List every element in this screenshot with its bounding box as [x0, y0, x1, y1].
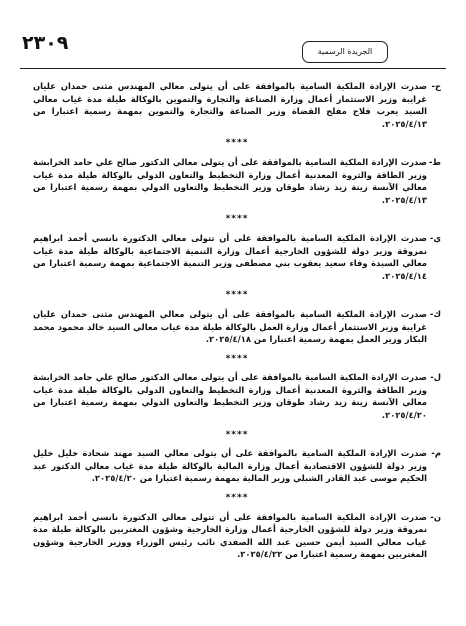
decree-item — [33, 511, 441, 561]
decree-text: صدرت الإرادة الملكية السامية بالموافقة على أن يتولى معالي السيد مهند شحادة خليل خليل وزير دولة للشؤون الاقتصادية أعمال وزارة المالية بالوكالة طيلة مدة غياب معالي الدكتور عبد الحكيم موسى عبد القادر الشبلي وزير المالية بمهمة رسمية اعتبارا من ٢٠٢٥/٤/٢٠. — [33, 448, 427, 484]
decree-text: صدرت الإرادة الملكية السامية بالموافقة على أن يتولى معالي المهندس مثنى حمدان عليان غرايبة وزير الاستثمار أعمال وزارة الصناعة والتجارة والتموين بالوكالة طيلة مدة غياب معالي السيد يعرب فلاح مفلح القضاة وزير الصناعة والتجارة والتموين بمهمة رسمية اعتبارا من ٢٠٢٥/٤/١٣. — [33, 81, 427, 129]
header-rule — [20, 68, 446, 69]
separator: **** — [225, 290, 249, 301]
decree-letter: ي- — [429, 232, 441, 243]
decree-item — [33, 447, 441, 485]
decree-letter: ح- — [431, 81, 441, 91]
decree-item — [33, 156, 441, 206]
decree-text: صدرت الإرادة الملكية السامية بالموافقة على أن يتولى معالي المهندس مثنى حمدان عليان غرايبة وزير الاستثمار أعمال وزارة العمل بالوكالة طيلة مدة غياب معالي السيد خالد محمود محمد البكار وزير العمل بمهمة رسمية اعتبارا من ٢٠٢٥/٤/١٨. — [33, 308, 427, 345]
decree-text: صدرت الإرادة الملكية السامية بالموافقة على أن تتولى معالي الدكتورة نانسي أحمد ابراهيم نمروقة وزير دولة للشؤون الخارجية أعمال وزارة الخارجية وشؤون المغتربين بالوكالة طيلة مدة غياب معالي السيد أيمن حسين عبد الله الصفدي نائب رئيس الوزراء ووزير الخارجية وشؤون المغتربين بمهمة رسمية اعتبارا من ٢٠٢٥/٤/٢٢. — [33, 511, 427, 560]
decree-text: صدرت الإرادة الملكية السامية بالموافقة على أن يتولى معالي الدكتور صالح علي حامد الخرابشة وزير الطاقة والثروة المعدنية أعمال وزارة التخطيط والتعاون الدولي بالوكالة طيلة مدة غياب معالي الآنسة زينة زيد رشاد طوقان وزير التخطيط والتعاون الدولي بمهمة رسمية اعتبارا من ٢٠٢٥/٤/٢٠. — [33, 372, 427, 421]
decrees-list — [33, 80, 441, 561]
separator: **** — [225, 429, 249, 440]
page-number: ٢٣٠٩ — [22, 32, 69, 54]
journal-name-badge: الجريدة الرسمية — [302, 41, 388, 63]
separator: **** — [225, 214, 249, 225]
decree-item — [33, 308, 441, 346]
decree-item — [33, 232, 441, 282]
decree-item — [33, 80, 441, 130]
decree-item — [33, 371, 441, 421]
decree-letter: ط- — [428, 156, 441, 167]
decree-letter: ن- — [430, 511, 441, 522]
separator: **** — [225, 138, 249, 149]
decree-text: صدرت الإرادة الملكية السامية بالموافقة على أن يتولى معالي الدكتور صالح علي حامد الخرابشة وزير الطاقة والثروة المعدنية أعمال وزارة التخطيط والتعاون الدولي بالوكالة طيلة مدة غياب معالي الآنسة زينة زيد رشاد طوقان وزير التخطيط والتعاون الدولي بمهمة رسمية اعتبارا من ٢٠٢٥/٤/١٣. — [33, 156, 427, 205]
decree-letter: م- — [431, 448, 441, 459]
separator: **** — [225, 353, 249, 364]
decree-text: صدرت الإرادة الملكية السامية بالموافقة على أن تتولى معالي الدكتورة نانسي أحمد ابراهيم نمروقة وزير دولة للشؤون الخارجية أعمال وزارة التنمية الاجتماعية بالوكالة طيلة مدة غياب معالي السيدة وفاء سعيد يعقوب بني مصطفى وزير التنمية الاجتماعية بمهمة رسمية اعتبارا من ٢٠٢٥/٤/١٤. — [33, 232, 427, 281]
decree-letter: ك- — [429, 308, 441, 319]
decree-letter: ل- — [430, 372, 441, 383]
separator: **** — [225, 493, 249, 504]
